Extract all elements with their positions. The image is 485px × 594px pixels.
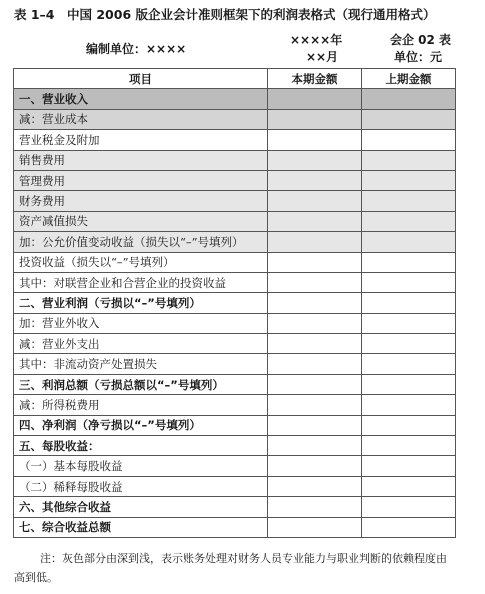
column-header-item: 项目 (14, 69, 268, 89)
current-amount-cell (268, 313, 362, 333)
column-header-previous: 上期金额 (362, 69, 456, 89)
previous-amount-cell (362, 313, 456, 333)
previous-amount-cell (362, 252, 456, 272)
current-amount-cell (268, 150, 362, 170)
current-amount-cell (268, 395, 362, 415)
current-amount-cell (268, 517, 362, 537)
table-caption: 表 1–4 中国 2006 版企业会计准则框架下的利润表格式（现行通用格式） (14, 7, 436, 22)
current-amount-cell (268, 293, 362, 313)
current-amount-cell (268, 436, 362, 456)
row-label: 二、营业利润（亏损以“–”号填列） (14, 293, 268, 313)
footnote: 注：灰色部分由深到浅，表示账务处理对财务人员专业能力与职业判断的依赖程度由高到低。 (14, 552, 447, 584)
row-label: 七、综合收益总额 (14, 517, 268, 537)
row-label: 其中：对联营企业和合营企业的投资收益 (14, 272, 268, 292)
table-row (14, 354, 456, 374)
current-amount-cell (268, 232, 362, 252)
current-amount-cell (268, 456, 362, 476)
previous-amount-cell (362, 354, 456, 374)
row-label: 加：营业外收入 (14, 313, 268, 333)
table-row (14, 170, 456, 190)
table-header-row (14, 69, 456, 89)
table-row (14, 476, 456, 496)
table-row (14, 313, 456, 333)
current-amount-cell (268, 415, 362, 435)
previous-amount-cell (362, 170, 456, 190)
table-row (14, 252, 456, 272)
previous-amount-cell (362, 517, 456, 537)
date-month: ××月 (306, 50, 339, 64)
previous-amount-cell (362, 232, 456, 252)
row-label: 一、营业收入 (14, 89, 268, 109)
current-amount-cell (268, 191, 362, 211)
previous-amount-cell (362, 415, 456, 435)
row-label: 加：公允价值变动收益（损失以“–”号填列） (14, 232, 268, 252)
date-year: ××××年 (290, 33, 343, 47)
row-label: （一）基本每股收益 (14, 456, 268, 476)
previous-amount-cell (362, 395, 456, 415)
row-label: （二）稀释每股收益 (14, 476, 268, 496)
table-row (14, 334, 456, 354)
current-amount-cell (268, 354, 362, 374)
table-row (14, 436, 456, 456)
previous-amount-cell (362, 89, 456, 109)
row-label: 投资收益（损失以“–”号填列） (14, 252, 268, 272)
table-row (14, 191, 456, 211)
current-amount-cell (268, 334, 362, 354)
row-label: 减：营业外支出 (14, 334, 268, 354)
previous-amount-cell (362, 476, 456, 496)
row-label: 减：营业成本 (14, 109, 268, 129)
current-amount-cell (268, 252, 362, 272)
current-amount-cell (268, 130, 362, 150)
table-row (14, 497, 456, 517)
table-row (14, 150, 456, 170)
table-row (14, 374, 456, 394)
current-amount-cell (268, 497, 362, 517)
previous-amount-cell (362, 130, 456, 150)
table-row (14, 395, 456, 415)
table-row (14, 109, 456, 129)
current-amount-cell (268, 374, 362, 394)
current-amount-cell (268, 476, 362, 496)
row-label: 四、净利润（净亏损以“–”号填列） (14, 415, 268, 435)
unit-label: 编制单位：×××× (86, 42, 187, 56)
currency-unit: 单位：元 (394, 50, 443, 64)
table-row (14, 130, 456, 150)
row-label: 其中：非流动资产处置损失 (14, 354, 268, 374)
row-label: 减：所得税费用 (14, 395, 268, 415)
previous-amount-cell (362, 374, 456, 394)
row-label: 管理费用 (14, 170, 268, 190)
previous-amount-cell (362, 191, 456, 211)
previous-amount-cell (362, 436, 456, 456)
previous-amount-cell (362, 211, 456, 231)
current-amount-cell (268, 89, 362, 109)
table-row (14, 293, 456, 313)
table-row (14, 211, 456, 231)
form-code: 会企 02 表 (390, 33, 452, 47)
table-body (14, 89, 456, 538)
table-row (14, 232, 456, 252)
table-row (14, 272, 456, 292)
income-statement-table (13, 68, 456, 538)
current-amount-cell (268, 170, 362, 190)
row-label: 营业税金及附加 (14, 130, 268, 150)
row-label: 五、每股收益： (14, 436, 268, 456)
current-amount-cell (268, 211, 362, 231)
previous-amount-cell (362, 293, 456, 313)
table-row (14, 415, 456, 435)
table-row (14, 456, 456, 476)
row-label: 销售费用 (14, 150, 268, 170)
column-header-current: 本期金额 (268, 69, 362, 89)
previous-amount-cell (362, 497, 456, 517)
row-label: 六、其他综合收益 (14, 497, 268, 517)
previous-amount-cell (362, 456, 456, 476)
previous-amount-cell (362, 109, 456, 129)
previous-amount-cell (362, 272, 456, 292)
row-label: 资产减值损失 (14, 211, 268, 231)
table-row (14, 89, 456, 109)
table-row (14, 517, 456, 537)
row-label: 三、利润总额（亏损总额以“–”号填列） (14, 374, 268, 394)
current-amount-cell (268, 109, 362, 129)
row-label: 财务费用 (14, 191, 268, 211)
current-amount-cell (268, 272, 362, 292)
previous-amount-cell (362, 334, 456, 354)
previous-amount-cell (362, 150, 456, 170)
